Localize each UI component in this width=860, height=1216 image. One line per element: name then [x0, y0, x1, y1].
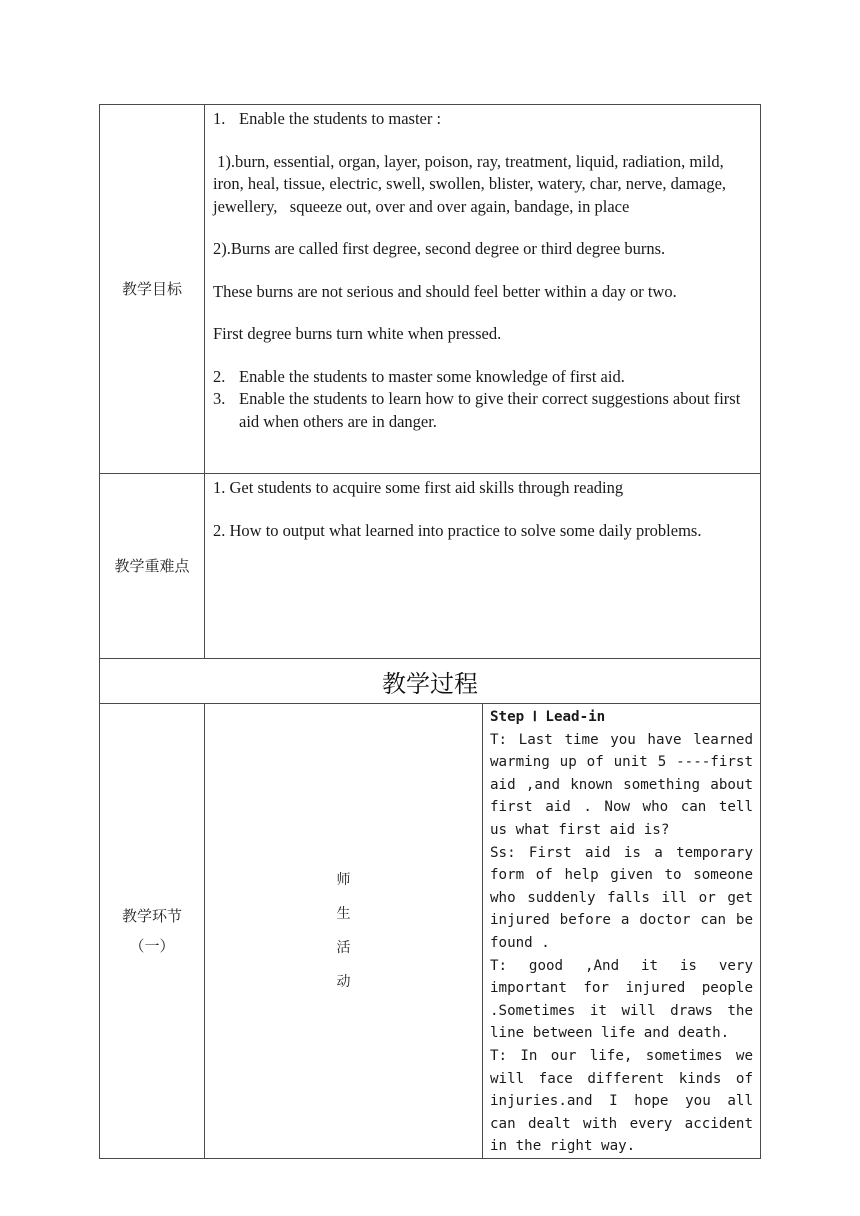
- key-points-row: [100, 474, 761, 659]
- objectives-label: 教学目标: [100, 105, 205, 474]
- stage-label: [100, 704, 205, 1159]
- burns-sentence-2: These burns are not serious and should feel better within a day or two.: [213, 281, 677, 301]
- burns-sentence-3: First degree burns turn white when pressed.: [213, 324, 502, 343]
- dialogue-line-3: T: good ,And it is very important for injured people .Sometimes it will draws the line between life and death.: [490, 957, 753, 1042]
- process-title-row: [100, 659, 761, 704]
- step-title: Step Ⅰ Lead-in: [490, 709, 606, 725]
- dialogue-line-1: T: Last time you have learned warming up of unit 5 ----first aid ,and known something about first aid . Now who can tell us what first aid is?: [490, 731, 753, 838]
- key-points-label: 教学重难点: [100, 474, 205, 659]
- key-point-2: 2. How to output what learned into practice to solve some daily problems.: [213, 520, 702, 540]
- dialogue-line-2: Ss: First aid is a temporary form of help given to someone who suddenly falls ill or get injured before a doctor can be found .: [490, 844, 753, 951]
- dialogue-line-4: T: In our life, sometimes we will face different kinds of injuries.and I hope you all can dealt with every accident in the right way.: [490, 1047, 753, 1155]
- activity-label: [205, 704, 483, 1159]
- stage-label-line-1: 教学环节: [121, 906, 182, 925]
- stage-label-line-2: （一）: [129, 936, 175, 955]
- burns-sentence-1: 2).Burns are called first degree, second degree or third degree burns.: [213, 239, 666, 258]
- key-point-1: 1. Get students to acquire some first aid skills through reading: [213, 478, 624, 497]
- stage-row: [100, 704, 761, 1159]
- objective-item-2: [213, 366, 752, 389]
- activity-content: [483, 704, 761, 1159]
- item-text: Enable the students to master some knowledge of first aid.: [239, 366, 625, 386]
- vocab-list: 1).burn, essential, organ, layer, poison, ray, treatment, liquid, radiation, mild, iron, heal, tissue, electric, swell, swollen, blister, watery, char, nerve, damage, jewellery, squeeze out, over and over again, bandage, in place: [213, 151, 731, 216]
- key-points-content: [205, 474, 761, 659]
- objectives-row: [100, 105, 761, 474]
- lesson-plan-table: [99, 104, 761, 1159]
- item-number: 3.: [213, 389, 226, 408]
- activity-char: 生: [336, 905, 351, 922]
- objective-item-3: [213, 388, 752, 433]
- process-title: 教学过程: [100, 659, 761, 704]
- activity-char: 活: [336, 939, 351, 956]
- item-number: 2.: [213, 366, 226, 386]
- item-number: 1.: [213, 109, 226, 128]
- activity-char: 师: [336, 871, 351, 888]
- activity-char: 动: [336, 973, 351, 990]
- item-text: Enable the students to master :: [239, 109, 442, 128]
- objective-item-1: [213, 108, 752, 131]
- item-text: Enable the students to learn how to give their correct suggestions about first aid when others are in danger.: [239, 389, 741, 431]
- objectives-content: [205, 105, 761, 474]
